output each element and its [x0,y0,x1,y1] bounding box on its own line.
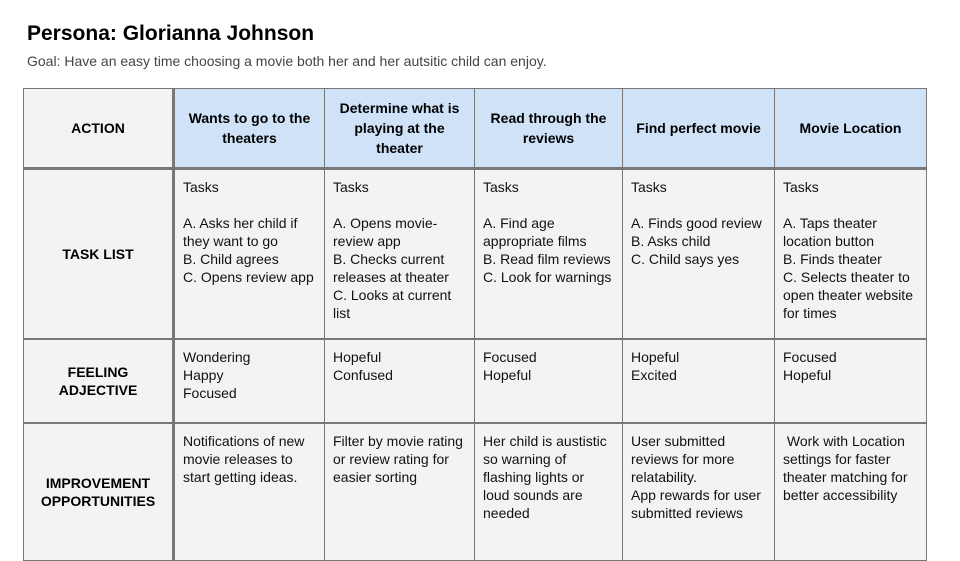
cell-line: C. Selects theater to open theater website for times [783,269,917,321]
cell-line: Hopeful [483,367,532,383]
cell-line: A. Taps theater location button [783,215,881,249]
cell-line: Tasks [333,179,369,195]
journey-map-table [23,88,927,561]
row-header-label: FEELING [67,364,129,380]
row-header-label: TASK LIST [62,246,134,262]
header-row [24,89,927,169]
cell-line: Tasks [631,179,667,195]
cell-line [631,196,766,214]
row-header-label: OPPORTUNITIES [40,493,156,509]
cell-line: Happy [183,367,224,383]
cell-line: C. Opens review app [183,269,314,285]
table-cell [325,169,475,340]
row-header [24,169,174,340]
cell-line: A. Asks her child if they want to go [183,215,302,249]
cell-line: B. Asks child [631,233,711,249]
cell-line: Hopeful [333,349,382,365]
cell-line: Tasks [783,179,819,195]
table-cell [174,169,325,340]
cell-line: C. Child says yes [631,251,740,267]
table-cell [775,339,927,423]
cell-line: Wondering [183,349,251,365]
cell-line: B. Checks current releases at theater [333,251,449,285]
cell-line: Hopeful [783,367,832,383]
table-cell [475,169,623,340]
table-cell [623,339,775,423]
action-header: ACTION [24,89,174,169]
cell-line [333,196,466,214]
feeling-adjective-row [24,339,927,423]
cell-line: User submitted reviews for more relatability. [631,433,739,485]
cell-line: B. Read film reviews [483,251,611,267]
column-header: Read through the reviews [475,89,623,169]
cell-line: Notifications of new movie releases to start getting ideas. [183,433,309,485]
cell-line: Tasks [183,179,219,195]
table-cell [623,169,775,340]
cell-line: Focused [483,349,537,365]
cell-line: Her child is austistic so warning of flashing lights or loud sounds are needed [483,433,611,521]
column-header: Determine what is playing at the theater [325,89,475,169]
cell-line: Tasks [483,179,519,195]
table-cell [174,339,325,423]
column-header: Movie Location [775,89,927,169]
table-cell [475,339,623,423]
cell-line: A. Finds good review [631,215,762,231]
cell-line: Focused [183,385,237,401]
cell-line: A. Find age appropriate films [483,215,587,249]
cell-line [183,196,316,214]
table-cell [325,339,475,423]
column-header: Find perfect movie [623,89,775,169]
cell-line: B. Child agrees [183,251,279,267]
cell-line: Excited [631,367,677,383]
cell-line: Focused [783,349,837,365]
cell-line: C. Look for warnings [483,269,612,285]
cell-line: App rewards for user submitted reviews [631,487,765,521]
column-header: Wants to go to the theaters [174,89,325,169]
table-cell [775,169,927,340]
cell-line [483,196,614,214]
cell-line: C. Looks at current list [333,287,456,321]
row-header-label: IMPROVEMENT [45,475,151,491]
cell-line: Work with Location settings for faster theater matching for better accessibility [783,433,912,503]
cell-line: B. Finds theater [783,251,882,267]
page-title: Persona: Glorianna Johnson [27,22,315,45]
row-header-label: ADJECTIVE [58,382,138,398]
cell-line: A. Opens movie-review app [333,215,438,249]
row-header [24,339,174,423]
task-list-row [24,169,927,340]
goal-text: Goal: Have an easy time choosing a movie both her and her autsitic child can enjoy. [27,53,547,69]
cell-line: Filter by movie rating or review rating for easier sorting [333,433,467,485]
cell-line: Confused [333,367,393,383]
cell-line: Hopeful [631,349,680,365]
cell-line [783,196,918,214]
